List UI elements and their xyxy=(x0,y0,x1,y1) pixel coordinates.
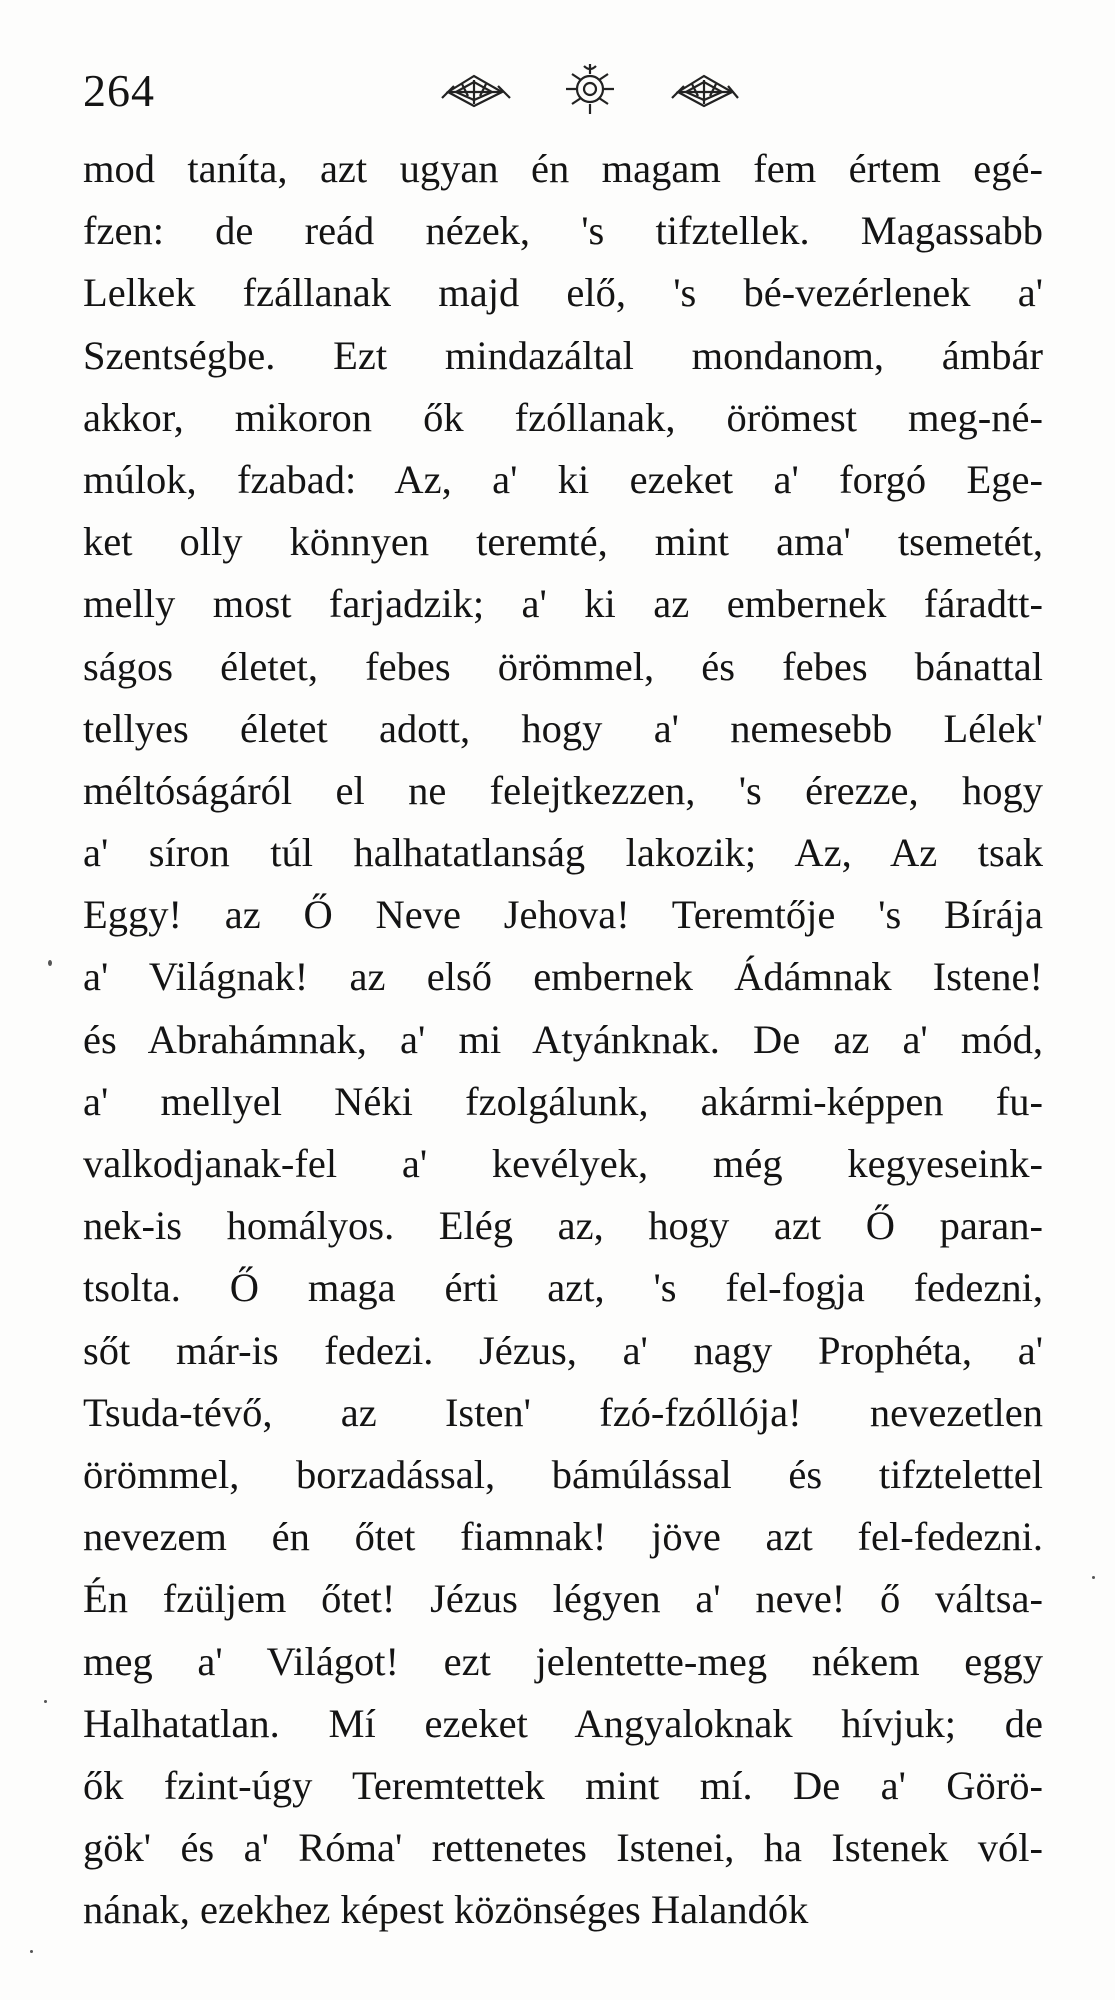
text-line: sőt már-is fedezi. Jézus, a' nagy Prophéta, a' xyxy=(83,1327,1043,1373)
text-line: örömmel, borzadással, bámúlással és tifztelettel xyxy=(83,1451,1043,1497)
left-leaf-icon xyxy=(442,76,510,106)
fleuron-icon xyxy=(566,64,614,114)
text-line: melly most farjadzik; a' ki az embernek fáradtt- xyxy=(83,581,1043,627)
right-leaf-icon xyxy=(672,76,738,106)
paper-speck xyxy=(30,1950,33,1953)
text-line: Lelkek fzállanak majd elő, 's bé-vezérlenek a' xyxy=(83,270,1043,316)
text-line: és Abrahámnak, a' mi Atyánknak. De az a' mód, xyxy=(83,1016,1043,1062)
text-line: mod taníta, azt ugyan én magam fem értem egé- xyxy=(83,146,1043,191)
text-line: Halhatatlan. Mí ezeket Angyaloknak hívjuk; de xyxy=(83,1700,1043,1746)
text-line: a' síron túl halhatatlanság lakozik; Az, Az tsak xyxy=(83,830,1043,876)
text-line: akkor, mikoron ők fzóllanak, örömest meg-né- xyxy=(83,394,1043,440)
text-line: fzen: de reád nézek, 's tifztellek. Magassabb xyxy=(83,208,1043,254)
text-line: tsolta. Ő maga érti azt, 's fel-fogja fedezni, xyxy=(83,1265,1043,1311)
text-line: múlok, fzabad: Az, a' ki ezeket a' forgó Ege- xyxy=(83,456,1043,502)
paper-speck xyxy=(44,1700,47,1703)
text-line: ket olly könnyen teremté, mint ama' tsemetét, xyxy=(83,519,1043,565)
text-line: Tsuda-tévő, az Isten' fzó-fzóllója! nevezetlen xyxy=(83,1389,1043,1435)
text-line: méltóságáról el ne felejtkezzen, 's érezze, hogy xyxy=(83,767,1043,813)
text-line: ők fzint-úgy Teremtettek mint mí. De a' Görö- xyxy=(83,1762,1043,1808)
text-line: Én fzüljem őtet! Jézus légyen a' neve! ő váltsa- xyxy=(83,1576,1043,1622)
paper-speck xyxy=(1092,1576,1095,1579)
text-line: tellyes életet adott, hogy a' nemesebb Lélek' xyxy=(83,705,1043,751)
text-line: Szentségbe. Ezt mindazáltal mondanom, ámbár xyxy=(83,332,1043,378)
text-line: meg a' Világot! ezt jelentette-meg nékem eggy xyxy=(83,1638,1043,1684)
leaf-and-fleuron-ornament xyxy=(440,62,740,116)
text-line: nának, ezekhez képest közönséges Halandók xyxy=(83,1887,809,1933)
paper-speck xyxy=(48,960,52,966)
text-line: nek-is homályos. Elég az, hogy azt Ő paran- xyxy=(83,1203,1043,1249)
text-line: ságos életet, febes örömmel, és febes bánattal xyxy=(83,643,1043,689)
text-line: gök' és a' Róma' rettenetes Istenei, ha Istenek vól- xyxy=(83,1825,1043,1871)
page-number: 264 xyxy=(83,65,155,116)
text-line: valkodjanak-fel a' kevélyek, még kegyeseink- xyxy=(83,1141,1043,1186)
text-line: nevezem én őtet fiamnak! jöve azt fel-fedezni. xyxy=(83,1514,1043,1560)
body-text xyxy=(83,138,1043,1941)
text-line: Eggy! az Ő Neve Jehova! Teremtője 's Bírája xyxy=(83,892,1043,938)
text-line: a' mellyel Néki fzolgálunk, akármi-képpen fu- xyxy=(83,1078,1043,1124)
text-line: a' Világnak! az első embernek Ádámnak Istene! xyxy=(83,954,1043,1000)
